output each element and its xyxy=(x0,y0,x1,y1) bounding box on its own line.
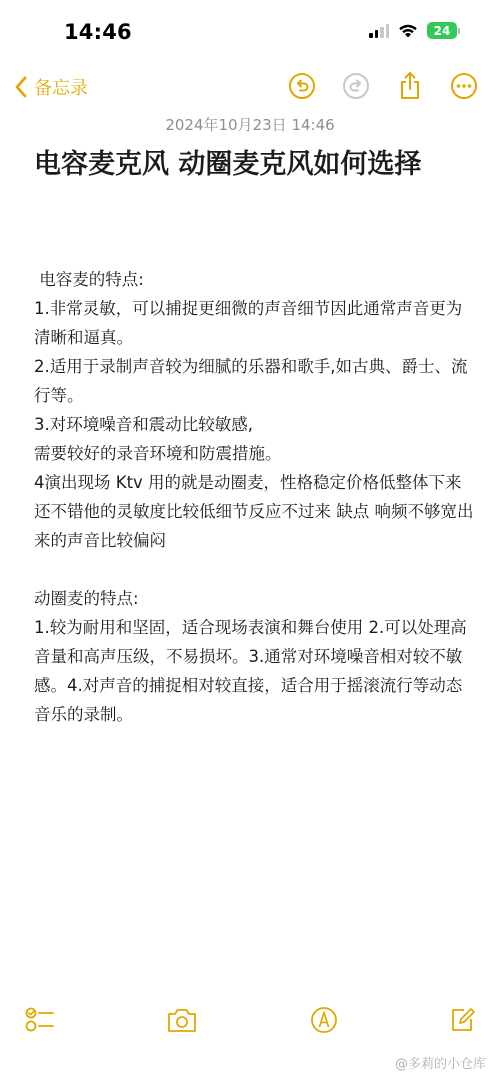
cellular-signal-icon xyxy=(369,24,389,38)
note-line: 电容麦的特点: xyxy=(34,270,144,289)
more-button[interactable] xyxy=(450,72,478,100)
redo-button[interactable] xyxy=(342,72,370,100)
checklist-button[interactable] xyxy=(24,1004,56,1036)
compose-button[interactable] xyxy=(446,1004,478,1036)
note-line: 动圈麦的特点: xyxy=(34,589,139,608)
more-icon xyxy=(450,72,478,100)
note-line: 2.适用于录制声音较为细腻的乐器和歌手,如古典、爵士、流行等。 xyxy=(34,357,468,405)
chevron-left-icon xyxy=(14,76,28,98)
status-bar xyxy=(0,0,500,62)
note-line: 3.对环境噪音和震动比较敏感, xyxy=(34,415,253,434)
paragraph-gap xyxy=(34,555,474,584)
back-label: 备忘录 xyxy=(34,78,88,99)
back-button[interactable] xyxy=(14,74,88,100)
markup-button[interactable] xyxy=(308,1004,340,1036)
note-line: 需要较好的录音环境和防震措施。 xyxy=(34,444,282,463)
markup-icon xyxy=(310,1006,338,1034)
note-line: 4演出现场 Ktv 用的就是动圈麦，性格稳定价格低整体下来还不错他的灵敏度比较低细节反应不过来 缺点 响频不够宽出来的声音比较偏闷 xyxy=(34,473,474,550)
battery-level: 24 xyxy=(433,23,451,38)
share-icon xyxy=(397,71,423,101)
compose-icon xyxy=(448,1006,476,1034)
bottom-toolbar xyxy=(0,1000,500,1040)
nav-actions xyxy=(288,72,478,100)
wifi-icon xyxy=(398,23,418,38)
note-date: 2024年10月23日 14:46 xyxy=(165,116,335,134)
share-button[interactable] xyxy=(396,72,424,100)
battery-cap xyxy=(458,28,460,34)
redo-icon xyxy=(342,72,370,100)
battery-icon xyxy=(427,22,457,39)
undo-icon xyxy=(288,72,316,100)
note-line: 1.较为耐用和坚固，适合现场表演和舞台使用 2.可以处理高音量和高声压级，不易损坏。3.通常对环境噪音相对较不敏感。4.对声音的捕捉相对较直接，适合用于摇滚流行等动态音乐的录制。 xyxy=(34,618,467,724)
note-title[interactable]: 电容麦克风 动圈麦克风如何选择 xyxy=(34,149,422,180)
camera-icon xyxy=(166,1007,198,1033)
note-body[interactable] xyxy=(34,265,474,729)
watermark xyxy=(395,1053,486,1072)
camera-button[interactable] xyxy=(166,1004,198,1036)
note-line: 1.非常灵敏，可以捕捉更细微的声音细节因此通常声音更为清晰和逼真。 xyxy=(34,299,463,347)
nav-bar xyxy=(0,64,500,112)
watermark-text: @多莉的小仓库 xyxy=(394,1057,486,1072)
battery-indicator xyxy=(427,22,460,39)
status-time: 14:46 xyxy=(64,20,132,44)
status-icons xyxy=(369,22,460,39)
checklist-icon xyxy=(25,1006,55,1034)
undo-button[interactable] xyxy=(288,72,316,100)
